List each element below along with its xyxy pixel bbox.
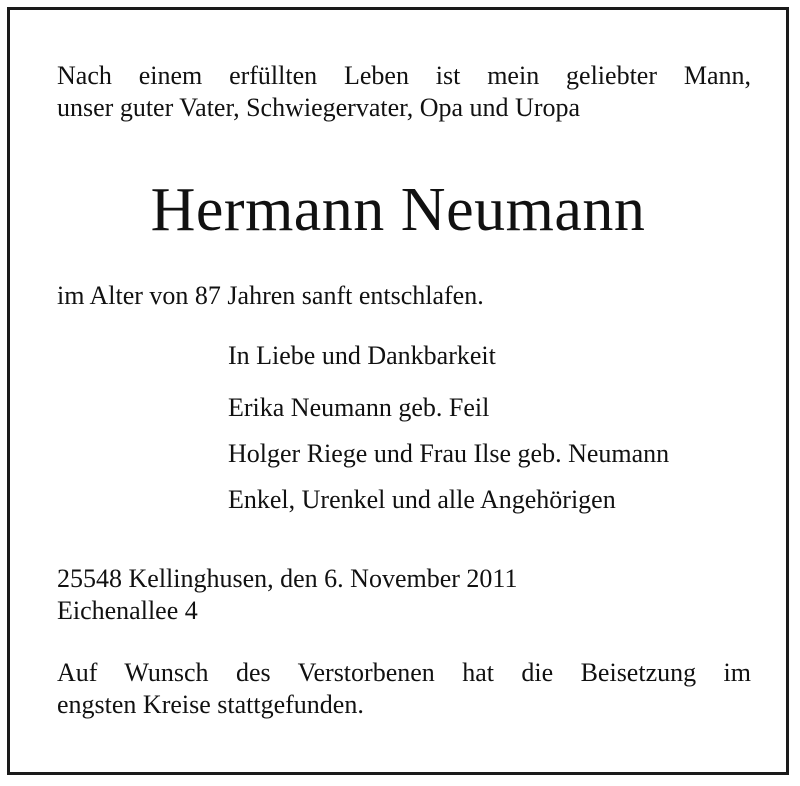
deceased-name: Hermann Neumann: [150, 176, 646, 244]
mourner-name: Holger Riege und Frau Ilse geb. Neumann: [228, 439, 670, 468]
intro-text: [57, 60, 751, 124]
mourners-block: [228, 340, 669, 530]
place-block: [57, 563, 517, 627]
closing-line-2: engsten Kreise stattgefunden.: [57, 690, 364, 719]
closing-line-1: Auf Wunsch des Verstorbenen hat die Beisetzung im: [57, 658, 751, 687]
intro-line-1: Nach einem erfüllten Leben ist mein geliebter Mann,: [57, 61, 751, 90]
dedication-line: In Liebe und Dankbarkeit: [228, 341, 496, 370]
intro-line-2: unser guter Vater, Schwiegervater, Opa und Uropa: [57, 93, 581, 122]
city-date-line: 25548 Kellinghusen, den 6. November 2011: [57, 564, 518, 593]
mourner-name: Erika Neumann geb. Feil: [228, 393, 490, 422]
age-line: im Alter von 87 Jahren sanft entschlafen.: [57, 281, 484, 310]
closing-text: [57, 657, 751, 721]
mourner-name: Enkel, Urenkel und alle Angehörigen: [228, 485, 616, 514]
obituary-notice: [7, 7, 789, 775]
street-line: Eichenallee 4: [57, 596, 198, 625]
